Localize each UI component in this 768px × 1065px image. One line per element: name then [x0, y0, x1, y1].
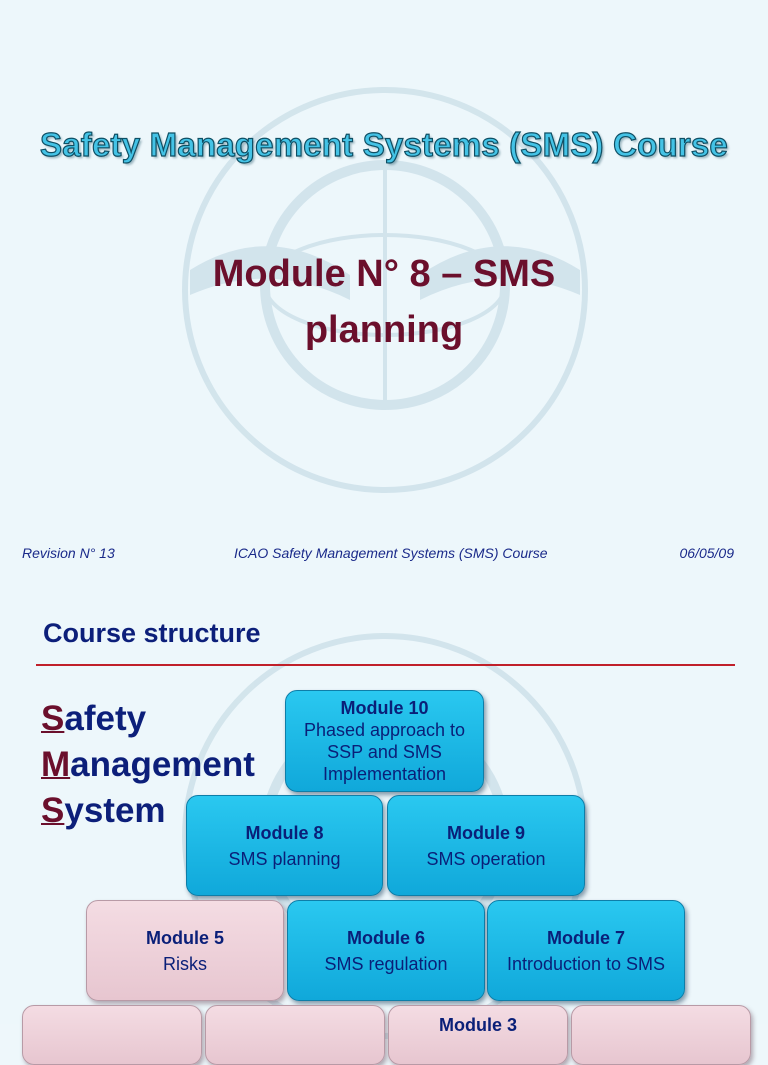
- module-10-box: Module 10 Phased approach to SSP and SMS Implementation: [285, 690, 484, 792]
- sms-word-safety: Safety: [41, 699, 147, 738]
- module-3-box: Module 3: [388, 1005, 568, 1065]
- module-9-box: Module 9 SMS operation: [387, 795, 585, 896]
- module-8-box: Module 8 SMS planning: [186, 795, 383, 896]
- module-title: [0, 246, 768, 358]
- module-1-box: [22, 1005, 202, 1065]
- module-title-line2: planning: [304, 309, 464, 351]
- footer-course-name: ICAO Safety Management Systems (SMS) Course: [234, 545, 548, 561]
- course-structure-slide: [0, 576, 768, 1035]
- sms-word-system: System: [41, 791, 166, 830]
- module-7-box: Module 7 Introduction to SMS: [487, 900, 685, 1001]
- title-divider: [36, 664, 735, 666]
- module-5-box: Module 5 Risks: [86, 900, 284, 1001]
- sms-word-management: Management: [41, 745, 255, 784]
- module-title-line1: Module N° 8 – SMS: [212, 253, 556, 295]
- section-title: Course structure: [43, 618, 261, 648]
- module-2-box: [205, 1005, 385, 1065]
- footer-date: 06/05/09: [679, 545, 734, 561]
- module-6-box: Module 6 SMS regulation: [287, 900, 485, 1001]
- course-title: Safety Management Systems (SMS) Course: [40, 126, 728, 163]
- module-4-box: [571, 1005, 751, 1065]
- revision-number: Revision N° 13: [22, 545, 115, 561]
